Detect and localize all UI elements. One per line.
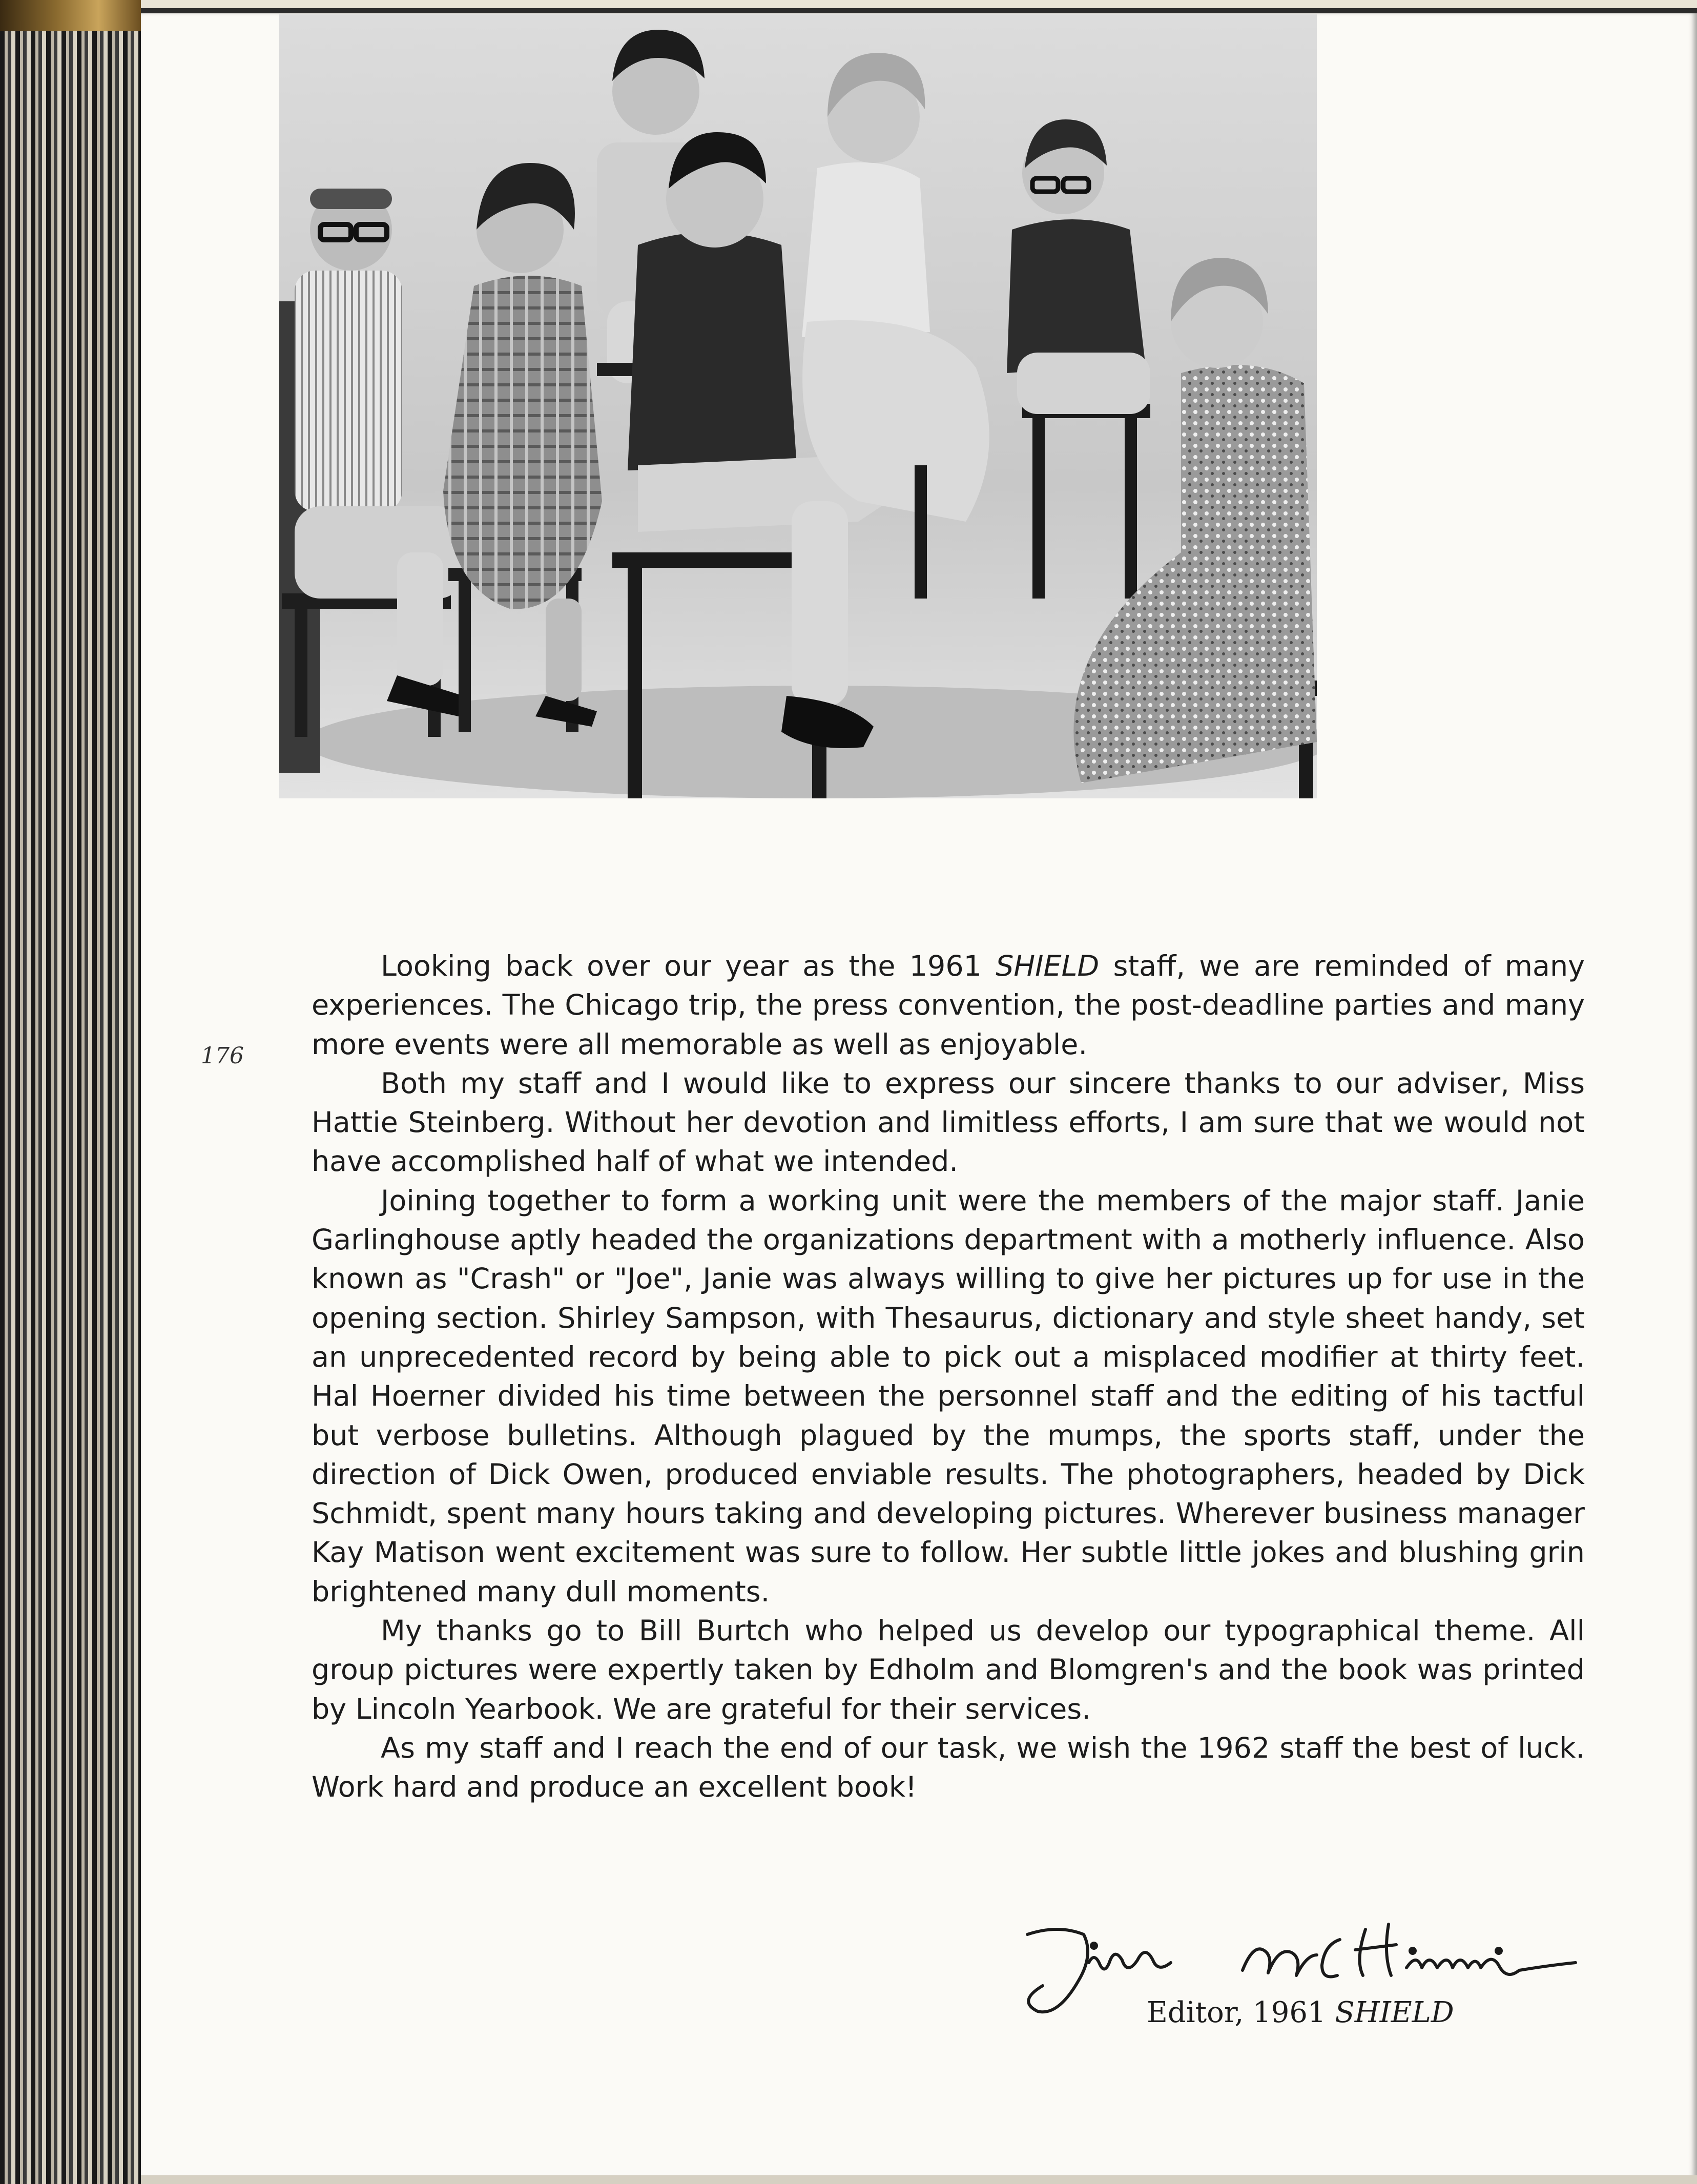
editor-credit: Editor, 1961 SHIELD: [1147, 1996, 1454, 2029]
paragraph-1: Looking back over our year as thе 1961 SHIELD staff, we are reminded of many experiences. The Chicago trip, the press convention, the post-deadline parties and many more events were all memorable as well as enjoyable.: [312, 950, 1585, 1061]
book-binding: [0, 0, 141, 2184]
editor-letter: [312, 947, 1585, 1807]
paragraph-4: My thanks go to Bill Burtch who helped us develop our typographical theme. All group pictures were expertly taken by Edholm and Blomgren's and the book was printed by Lincoln Yearbook. We are grateful for their services.: [312, 1614, 1585, 1726]
staff-group-photo: [279, 14, 1317, 798]
paragraph-2: Both my staff and I would like to express our sincere thanks to our adviser, Miss Hattie Steinberg. Without her devotion and limitless efforts, I am sure that we would not have accomplished half of what we intended.: [312, 1066, 1585, 1179]
page-number: 176: [201, 1043, 244, 1069]
paragraph-3: Joining together to form a working unit were the members of the major staff. Janie Garlinghouse aptly headed the organizations department with a motherly influence. Also known as "Crash" or "Joe", Janie was always willing to give her pictures up for use in the opening section. Shirley Sampson, with Thesaurus, dictionary and style sheet handy, set an unprecedented record by being able to pick out a misplaced modifier at thirty feet. Hal Hoerner divided his time between the personnel staff and the editing of his tactful but verbose bulletins. Although plagued by the mumps, the sports staff, under the direction of Dick Owen, produced enviable results. The photographers, headed by Dick Schmidt, spent many hours taking and developing pictures. Wherever business manager Kay Matison went excitement was sure to follow. Her subtle little jokes and blushing grin brightened many dull moments.: [312, 1184, 1585, 1609]
paragraph-5: As my staff and I reach the end of our task, we wish the 1962 staff the best of luck. Work hard and produce an excellent book!: [312, 1731, 1585, 1804]
page-bottom-edge: [141, 2175, 1697, 2184]
book-spine-cover: [0, 0, 141, 31]
page-top-edge: [141, 8, 1697, 13]
